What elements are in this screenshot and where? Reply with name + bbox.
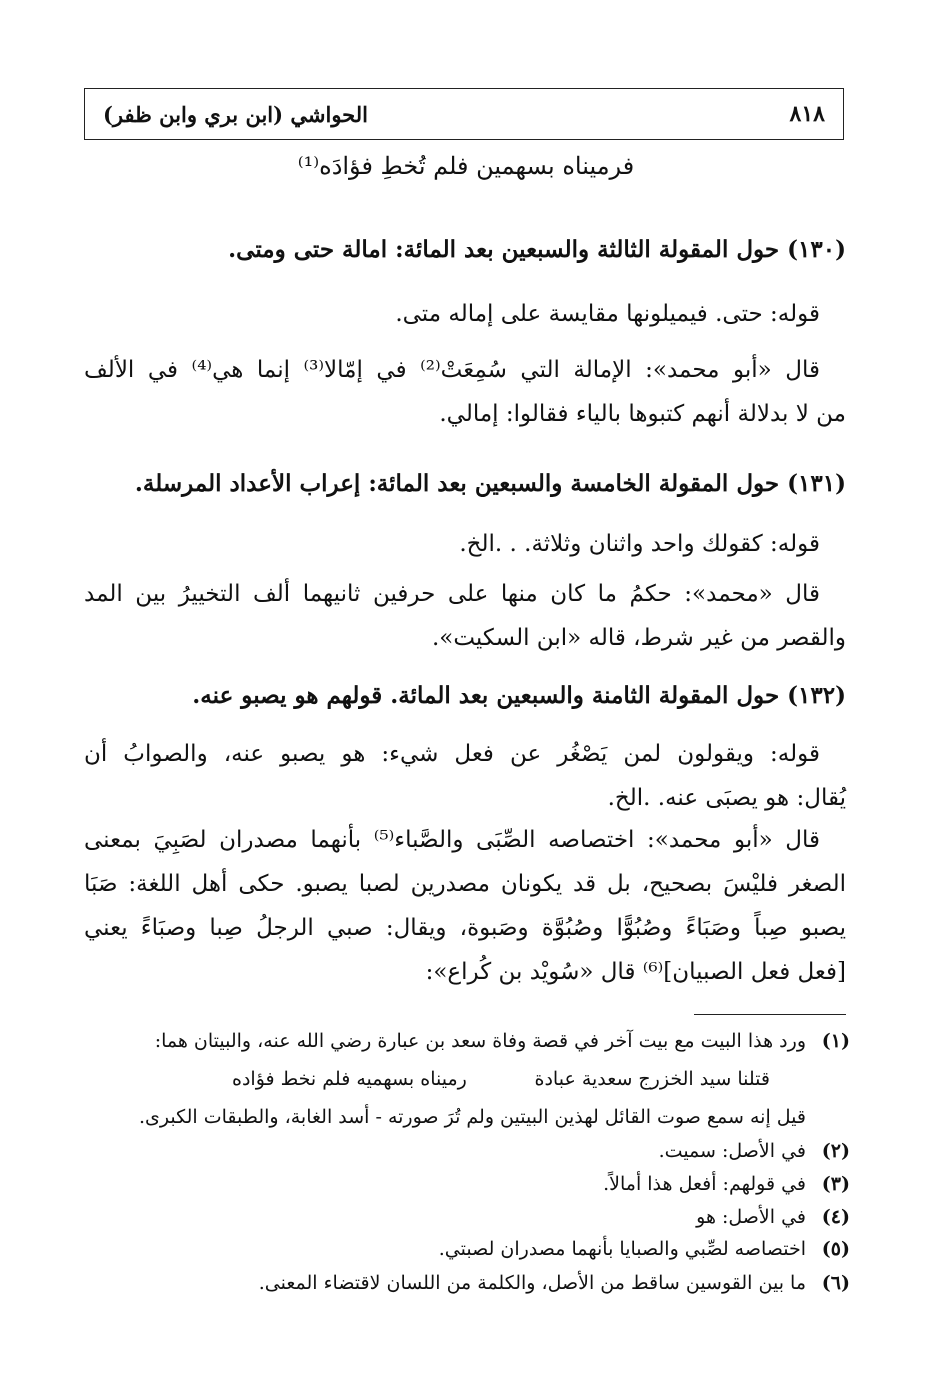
paragraph-line: يصبو صِباً وصَبَاءً وصُبُوًّا وصُبُوَّة وصَبوة، ويقال: صبي الرجلُ صِبا وصبَاءً يعني: [84, 915, 846, 941]
footnote-text: ورد هذا البيت مع بيت آخر في قصة وفاة سعد بن عبارة رضي الله عنه، والبيتان هما:: [154, 1030, 806, 1052]
footnote-text: قيل إنه سمع صوت القائل لهذين البيتين ولم تُرَ صورته - أسد الغابة، والطبقات الكبرى.: [139, 1106, 806, 1128]
footnote-separator: [694, 1014, 846, 1015]
paragraph-line: قال «محمد»: حكمُ ما كان منها على حرفين ثانيهما ألف التخييرُ بين المد: [84, 581, 820, 607]
footnote-verse-left: رميناه بسهميه فلم نخط فؤاده: [232, 1068, 467, 1090]
poetry-verse: [0, 152, 932, 180]
footnote-number: (٣): [821, 1173, 850, 1195]
paragraph-line: الصغر فليْسَ بصحيح، بل قد يكونان مصدرين لصبا يصبو. حكى أهل اللغة: صَبَا: [84, 871, 846, 897]
footnote-number: (١): [821, 1030, 850, 1052]
footnote-text: اختصاصه لصِّبي والصبايا بأنهما مصدران لصبتي.: [438, 1238, 806, 1260]
section-131-body: [84, 522, 846, 566]
footnote-text: في الأصل: هو: [696, 1206, 806, 1228]
footnote-3: [120, 1173, 850, 1195]
section-130-body: [84, 292, 846, 336]
paragraph-line: قال «أبو محمد»: الإمالة التي سُمِعَتْ⁽²⁾ في إمّالا⁽³⁾ إنما هي⁽⁴⁾ في الألف: [84, 357, 820, 383]
paragraph-line: قوله: ويقولون لمن يَصْغُر عن فعل شيء: هو يصبو عنه، والصوابُ أن: [84, 741, 820, 767]
footnote-number: (٥): [821, 1238, 850, 1260]
running-title: الحواشي (ابن بري وابن ظفر): [103, 101, 368, 127]
page-header: [84, 88, 844, 140]
footnote-5: [120, 1238, 850, 1260]
section-heading: (١٣٢) حول المقولة الثامنة والسبعين بعد المائة. قولهم هو يصبو عنه.: [192, 682, 846, 709]
footnote-verse-right: قتلنا سيد الخزرج سعدية عبادة: [534, 1068, 770, 1090]
footnote-1: [120, 1030, 850, 1052]
section-heading: (١٣١) حول المقولة الخامسة والسبعين بعد المائة: إعراب الأعداد المرسلة.: [134, 470, 846, 497]
footnote-2: [120, 1140, 850, 1162]
section-132-body-2: [84, 818, 846, 994]
paragraph-line: قال «أبو محمد»: اختصاصه الصِّبَى والصَّباء⁽⁵⁾ بأنهما مصدران لصَبِيَ بمعنى: [84, 827, 820, 853]
footnote-text: ما بين القوسين ساقط من الأصل، والكلمة من اللسان لاقتضاء المعنى.: [258, 1272, 806, 1294]
footnote-6: [120, 1272, 850, 1294]
paragraph-line: قوله: حتى. فيميلونها مقايسة على إماله متى.: [395, 301, 820, 327]
paragraph-line: قوله: كقولك واحد واثنان وثلاثة. . .الخ.: [459, 531, 820, 557]
paragraph-line: والقصر من غير شرط، قاله «ابن السكيت».: [431, 625, 846, 651]
section-130-body-2: [84, 348, 846, 436]
paragraph-line: [فعل فعل الصبيان]⁽⁶⁾ قال «سُويْد بن كُراع»:: [425, 959, 846, 985]
footnote-number: (٦): [821, 1272, 850, 1294]
section-heading: (١٣٠) حول المقولة الثالثة والسبعين بعد المائة: امالة حتى ومتى.: [228, 236, 846, 263]
section-131: [84, 460, 846, 508]
page-number: ٨١٨: [789, 101, 825, 127]
section-131-body-2: [84, 572, 846, 660]
paragraph-line: يُقال: هو يصبَى عنه. .الخ.: [607, 785, 846, 811]
footnote-4: [120, 1206, 850, 1228]
section-132-body: [84, 732, 846, 820]
section-132: [84, 672, 846, 720]
footnote-number: (٢): [821, 1140, 850, 1162]
section-130: [84, 226, 846, 274]
paragraph-line: من لا بدلالة أنهم كتبوها بالياء فقالوا: إمالي.: [439, 401, 846, 427]
footnote-text: في الأصل: سميت.: [658, 1140, 806, 1162]
verse-text: فرميناه بسهمين فلم تُخطِ فؤادَه⁽¹⁾: [297, 152, 635, 180]
footnote-1-continuation: [120, 1106, 850, 1128]
footnote-number: (٤): [821, 1206, 850, 1228]
footnote-text: في قولهم: أفعل هذا أمالاً.: [603, 1173, 806, 1195]
